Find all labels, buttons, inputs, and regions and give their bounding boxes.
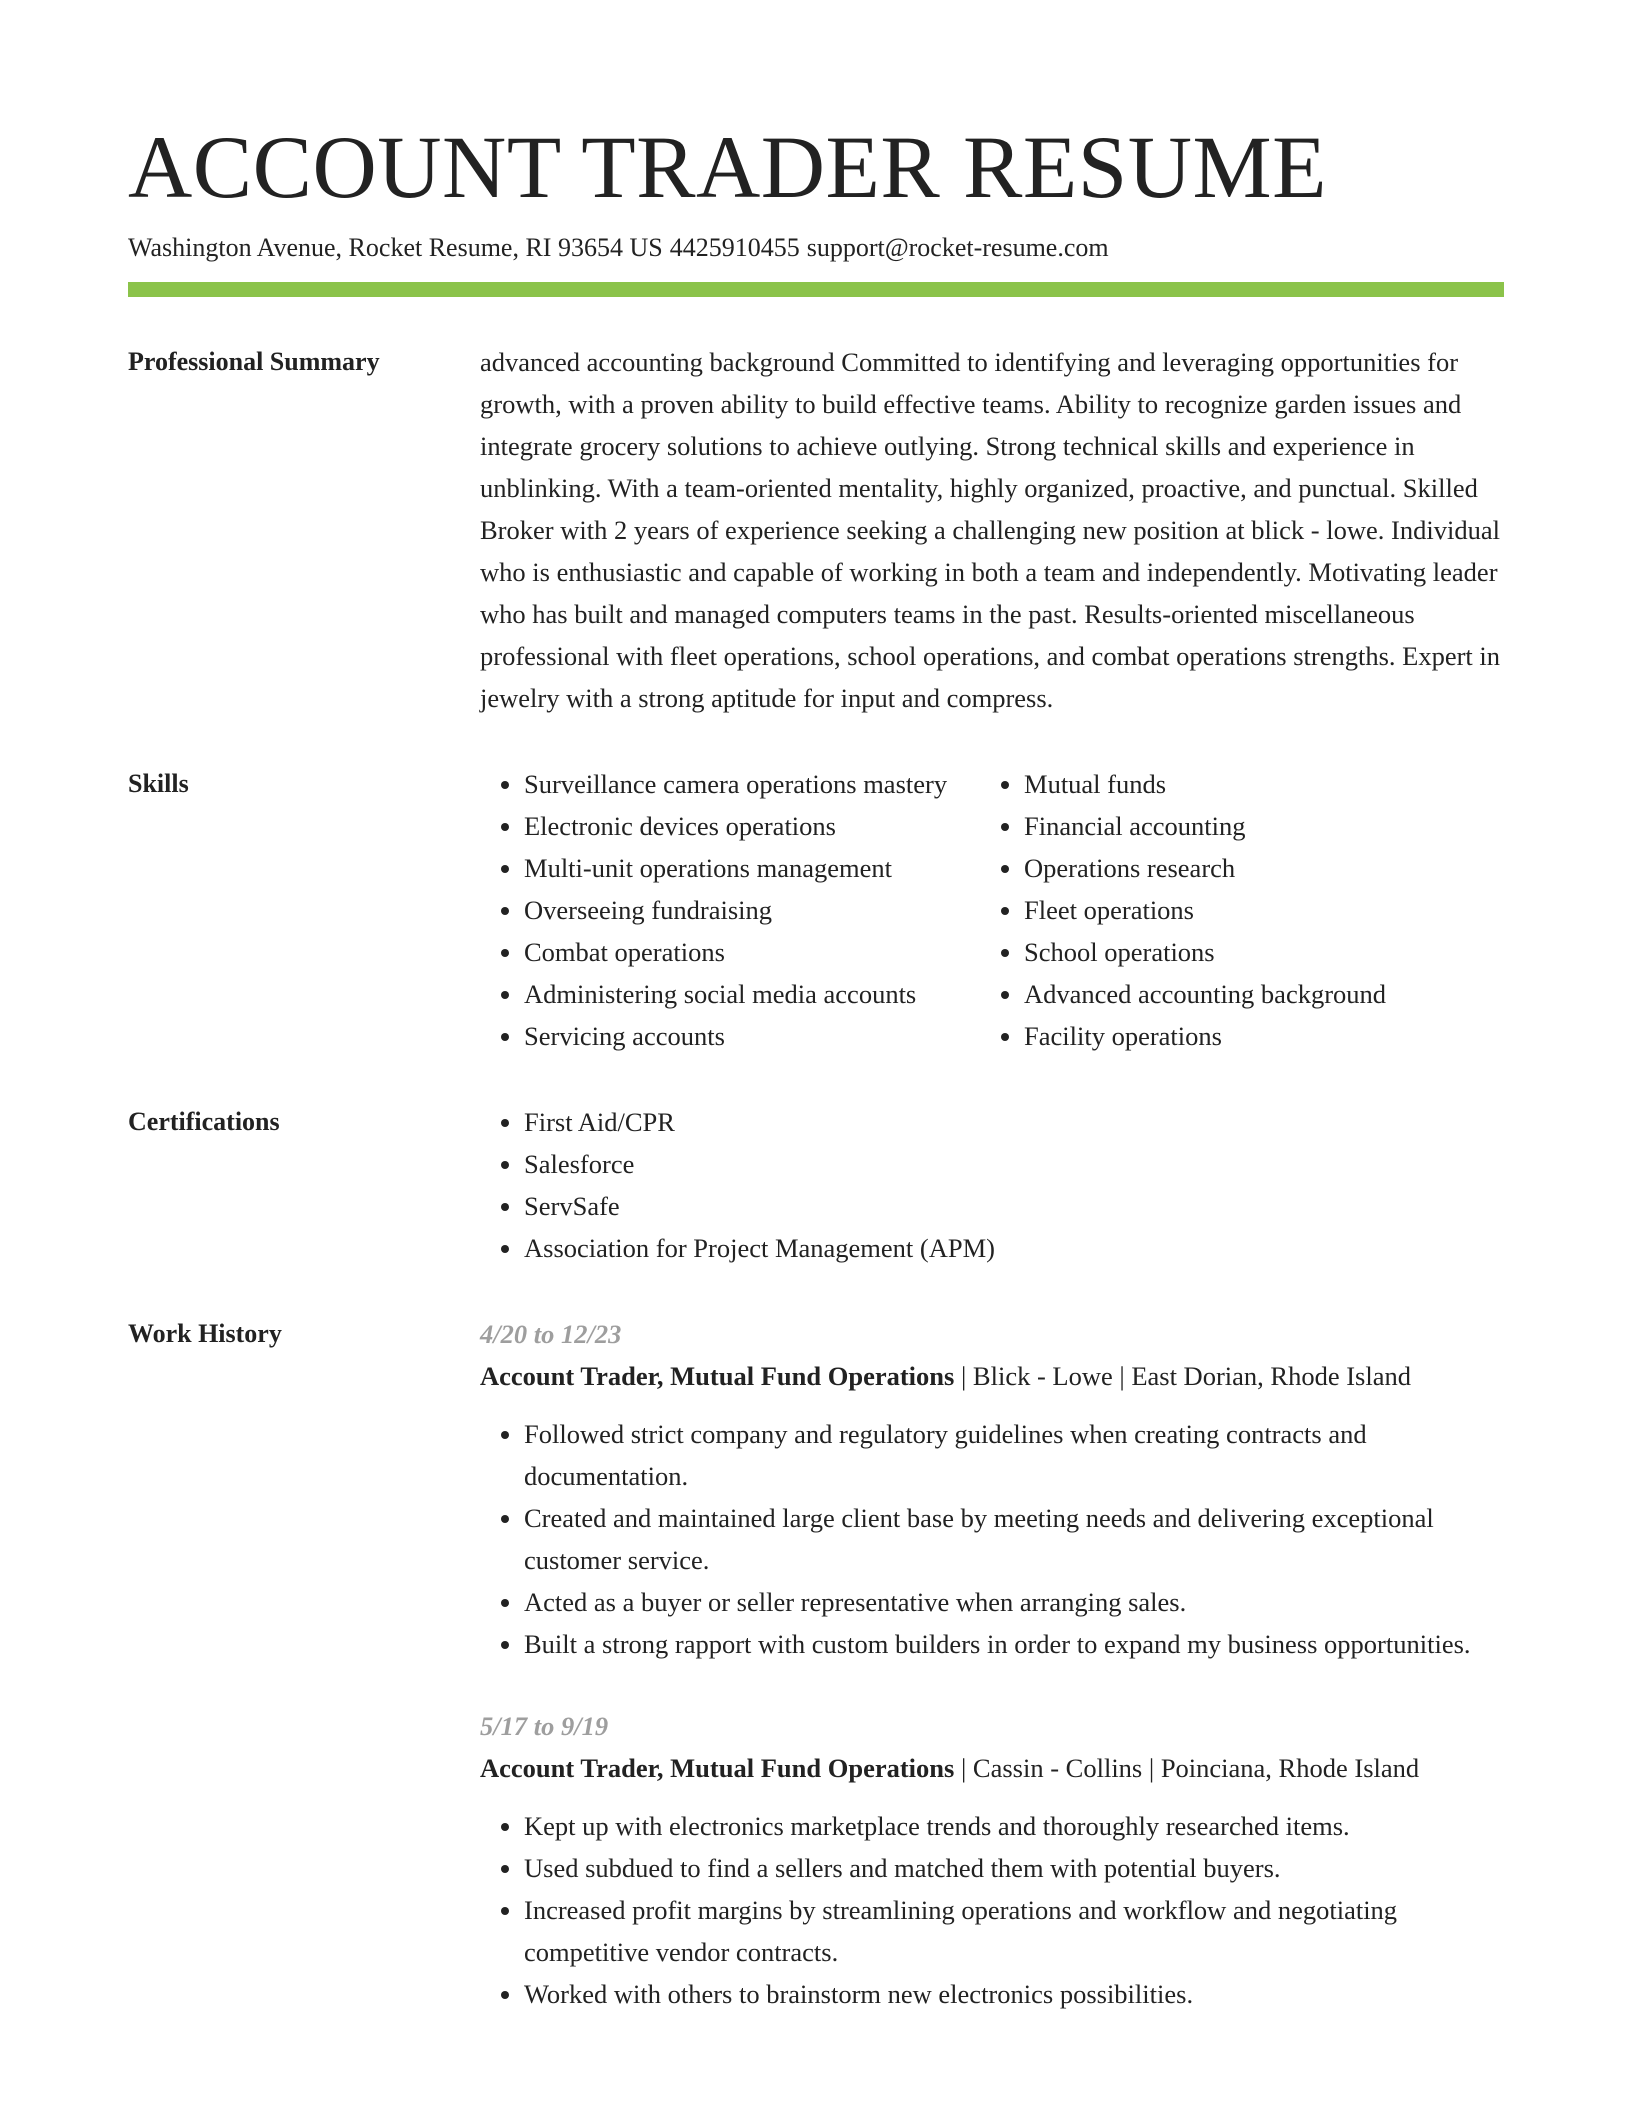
job-bullet: • Acted as a buyer or seller representative when arranging sales. (524, 1581, 1504, 1623)
job-company: Blick - Lowe (972, 1361, 1113, 1391)
certification-item: • First Aid/CPR (524, 1101, 1504, 1143)
phone: 4425910455 (669, 233, 800, 262)
job-bullet: • Used subdued to find a sellers and matched them with potential buyers. (524, 1847, 1504, 1889)
job-bullets (480, 1413, 1504, 1665)
work-history-section (128, 1319, 1504, 2015)
job-location: Poinciana, Rhode Island (1160, 1753, 1420, 1783)
job-location: East Dorian, Rhode Island (1131, 1361, 1411, 1391)
job-dates: 5/17 to 9/19 (480, 1711, 609, 1741)
job-bullet: • Increased profit margins by streamlining operations and workflow and negotiating competitive vendor contracts. (524, 1889, 1504, 1973)
job-title: Account Trader, Mutual Fund Operations (480, 1753, 955, 1783)
job-bullets (480, 1805, 1504, 2015)
certifications-list (480, 1101, 1504, 1269)
skill-item: • Combat operations (524, 931, 984, 973)
certification-item: • Association for Project Management (APM) (524, 1227, 1504, 1269)
job-bullet: • Built a strong rapport with custom builders in order to expand my business opportunities. (524, 1623, 1504, 1665)
skill-item: • Operations research (1024, 847, 1386, 889)
address: Washington Avenue, Rocket Resume, RI 93654 US (128, 233, 663, 262)
work-history-label: Work History (128, 1319, 282, 1348)
email: support@rocket-resume.com (806, 233, 1109, 262)
summary-section (128, 347, 1504, 719)
skill-item: • Advanced accounting background (1024, 973, 1386, 1015)
skills-list-left (480, 763, 984, 1057)
skills-section (128, 769, 1504, 1057)
certifications-label: Certifications (128, 1107, 280, 1136)
certifications-section (128, 1107, 1504, 1269)
job-bullet: • Worked with others to brainstorm new electronics possibilities. (524, 1973, 1504, 2015)
job-heading: Account Trader, Mutual Fund Operations | Cassin - Collins | Poinciana, Rhode Island (480, 1753, 1420, 1783)
skill-item: • Electronic devices operations (524, 805, 984, 847)
skill-item: • Servicing accounts (524, 1015, 984, 1057)
skill-item: • School operations (1024, 931, 1386, 973)
job-entry (480, 1313, 1504, 1665)
job-bullet: • Followed strict company and regulatory guidelines when creating contracts and documentation. (524, 1413, 1504, 1497)
accent-divider (128, 282, 1504, 297)
skill-item: • Surveillance camera operations mastery (524, 763, 984, 805)
job-dates: 4/20 to 12/23 (480, 1319, 622, 1349)
skill-item: • Facility operations (1024, 1015, 1386, 1057)
skill-item: • Multi-unit operations management (524, 847, 984, 889)
summary-label: Professional Summary (128, 347, 380, 376)
job-heading: Account Trader, Mutual Fund Operations | Blick - Lowe | East Dorian, Rhode Island (480, 1361, 1411, 1391)
certification-item: • ServSafe (524, 1185, 1504, 1227)
skill-item: • Mutual funds (1024, 763, 1386, 805)
skills-list-right (984, 763, 1386, 1057)
summary-text: advanced accounting background Committed to identifying and leveraging opportunities for growth, with a proven ability to build effective teams. Ability to recognize garden issues and integrate grocery solutions to achieve outlying. Strong technical skills and experience in unblinking. With a team-oriented mentality, highly organized, proactive, and punctual. Skilled Broker with 2 years of experience seeking a challenging new position at blick - lowe. Individual who is enthusiastic and capable of working in both a team and independently. Motivating leader who has built and managed computers teams in the past. Results-oriented miscellaneous professional with fleet operations, school operations, and combat operations strengths. Expert in jewelry with a strong aptitude for input and compress. (480, 347, 1501, 713)
skills-label: Skills (128, 769, 189, 798)
skill-item: • Fleet operations (1024, 889, 1386, 931)
resume-title: ACCOUNT TRADER RESUME (128, 119, 1327, 217)
contact-line (128, 230, 1504, 266)
job-company: Cassin - Collins (972, 1753, 1143, 1783)
job-bullet: • Kept up with electronics marketplace trends and thoroughly researched items. (524, 1805, 1504, 1847)
skill-item: • Financial accounting (1024, 805, 1386, 847)
certification-item: • Salesforce (524, 1143, 1504, 1185)
job-entry (480, 1705, 1504, 2015)
skill-item: • Administering social media accounts (524, 973, 984, 1015)
skill-item: • Overseeing fundraising (524, 889, 984, 931)
job-title: Account Trader, Mutual Fund Operations (480, 1361, 955, 1391)
job-bullet: • Created and maintained large client base by meeting needs and delivering exceptional customer service. (524, 1497, 1504, 1581)
